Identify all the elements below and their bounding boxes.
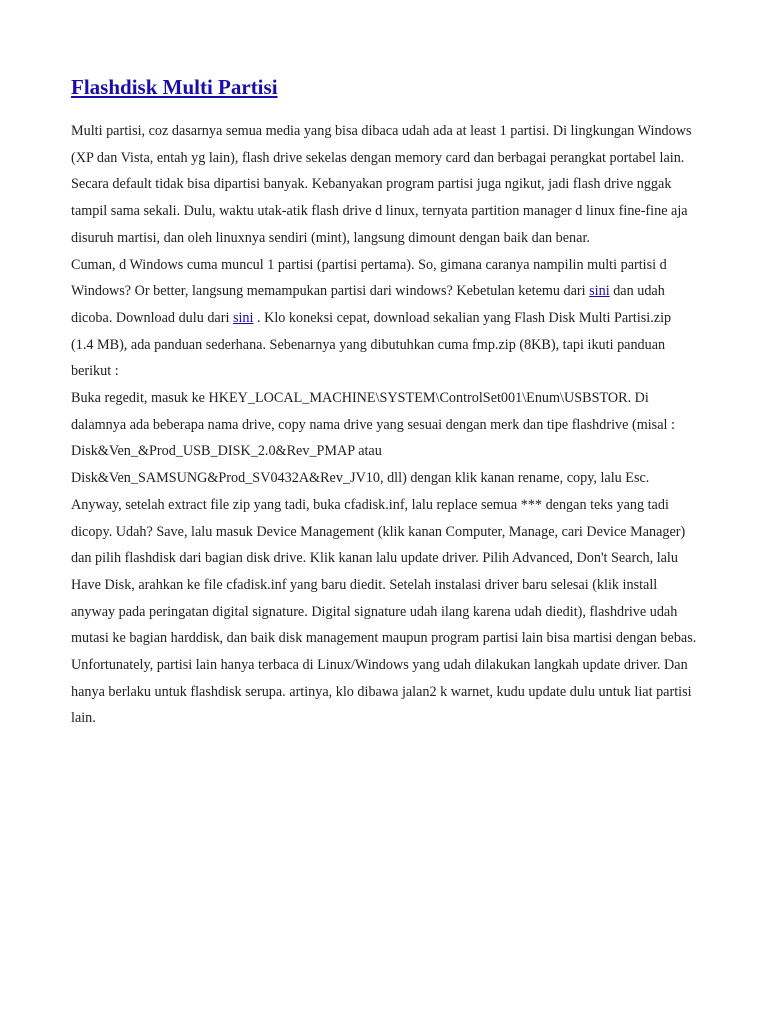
paragraph-steps: Buka regedit, masuk ke HKEY_LOCAL_MACHINE\SYSTEM\ControlSet001\Enum\USBSTOR. Di dalamnya ada beberapa nama drive, copy nama drive yang sesuai dengan merk dan tipe flashdrive (misal : Disk&Ven_&Prod_USB_DISK_2.0&Rev_PMAP atau Disk&Ven_SAMSUNG&Prod_SV0432A&Rev_JV10, dll) dengan klik kanan rename, copy, lalu Esc. Anyway, setelah extract file zip yang tadi, buka cfadisk.inf, lalu replace semua *** dengan teks yang tadi dicopy. Udah? Save, lalu masuk Device Management (klik kanan Computer, Manage, cari Device Manager) dan pilih flashdisk dari bagian disk drive. Klik kanan lalu update driver. Pilih Advanced, Don't Search, lalu Have Disk, arahkan ke file cfadisk.inf yang baru diedit. Setelah instalasi driver baru selesai (klik install anyway pada peringatan digital signature. Digital signature udah ilang karena udah diedit), flashdrive udah mutasi ke bagian harddisk, dan baik disk management maupun program partisi lain bisa martisi dengan bebas. Unfortunately, partisi lain hanya terbaca di Linux/Windows yang udah dilakukan langkah update driver. Dan hanya berlaku untuk flashdisk serupa. artinya, klo dibawa jalan2 k warnet, kudu update dulu untuk liat partisi lain. bbox=[71, 390, 697, 727]
paragraph-download bbox=[71, 252, 697, 386]
paragraph-intro: Multi partisi, coz dasarnya semua media yang bisa dibaca udah ada at least 1 partisi. Di lingkungan Windows (XP dan Vista, entah yg lain), flash drive sekelas dengan memory card dan berbagai perangkat portabel lain. Secara default tidak bisa dipartisi banyak. Kebanyakan program partisi juga ngikut, jadi flash drive nggak tampil sama sekali. Dulu, waktu utak-atik flash drive d linux, ternyata partition manager d linux fine-fine aja disuruh martisi, dan oleh linuxnya sendiri (mint), langsung dimount dengan baik dan benar. bbox=[71, 123, 692, 246]
source-link[interactable]: sini bbox=[589, 283, 610, 300]
article-title-row bbox=[71, 70, 697, 104]
paragraph-download-text-b: dan udah dicoba. Download dulu dari bbox=[71, 283, 665, 326]
paragraph-download-text-c: . Klo koneksi cepat, download sekalian yang Flash Disk Multi Partisi.zip (1.4 MB), ada panduan sederhana. Sebenarnya yang dibutuhkan cuma fmp.zip (8KB), tapi ikuti panduan berikut : bbox=[71, 309, 672, 380]
article bbox=[71, 70, 697, 732]
article-body bbox=[71, 118, 697, 732]
paragraph-download-text-a: Cuman, d Windows cuma muncul 1 partisi (partisi pertama). So, gimana caranya nampilin multi partisi d Windows? Or better, langsung memampukan partisi dari windows? Kebetulan ketemu dari bbox=[71, 256, 667, 300]
download-link[interactable]: sini bbox=[232, 309, 254, 326]
article-title-link[interactable]: Flashdisk Multi Partisi bbox=[71, 75, 278, 99]
